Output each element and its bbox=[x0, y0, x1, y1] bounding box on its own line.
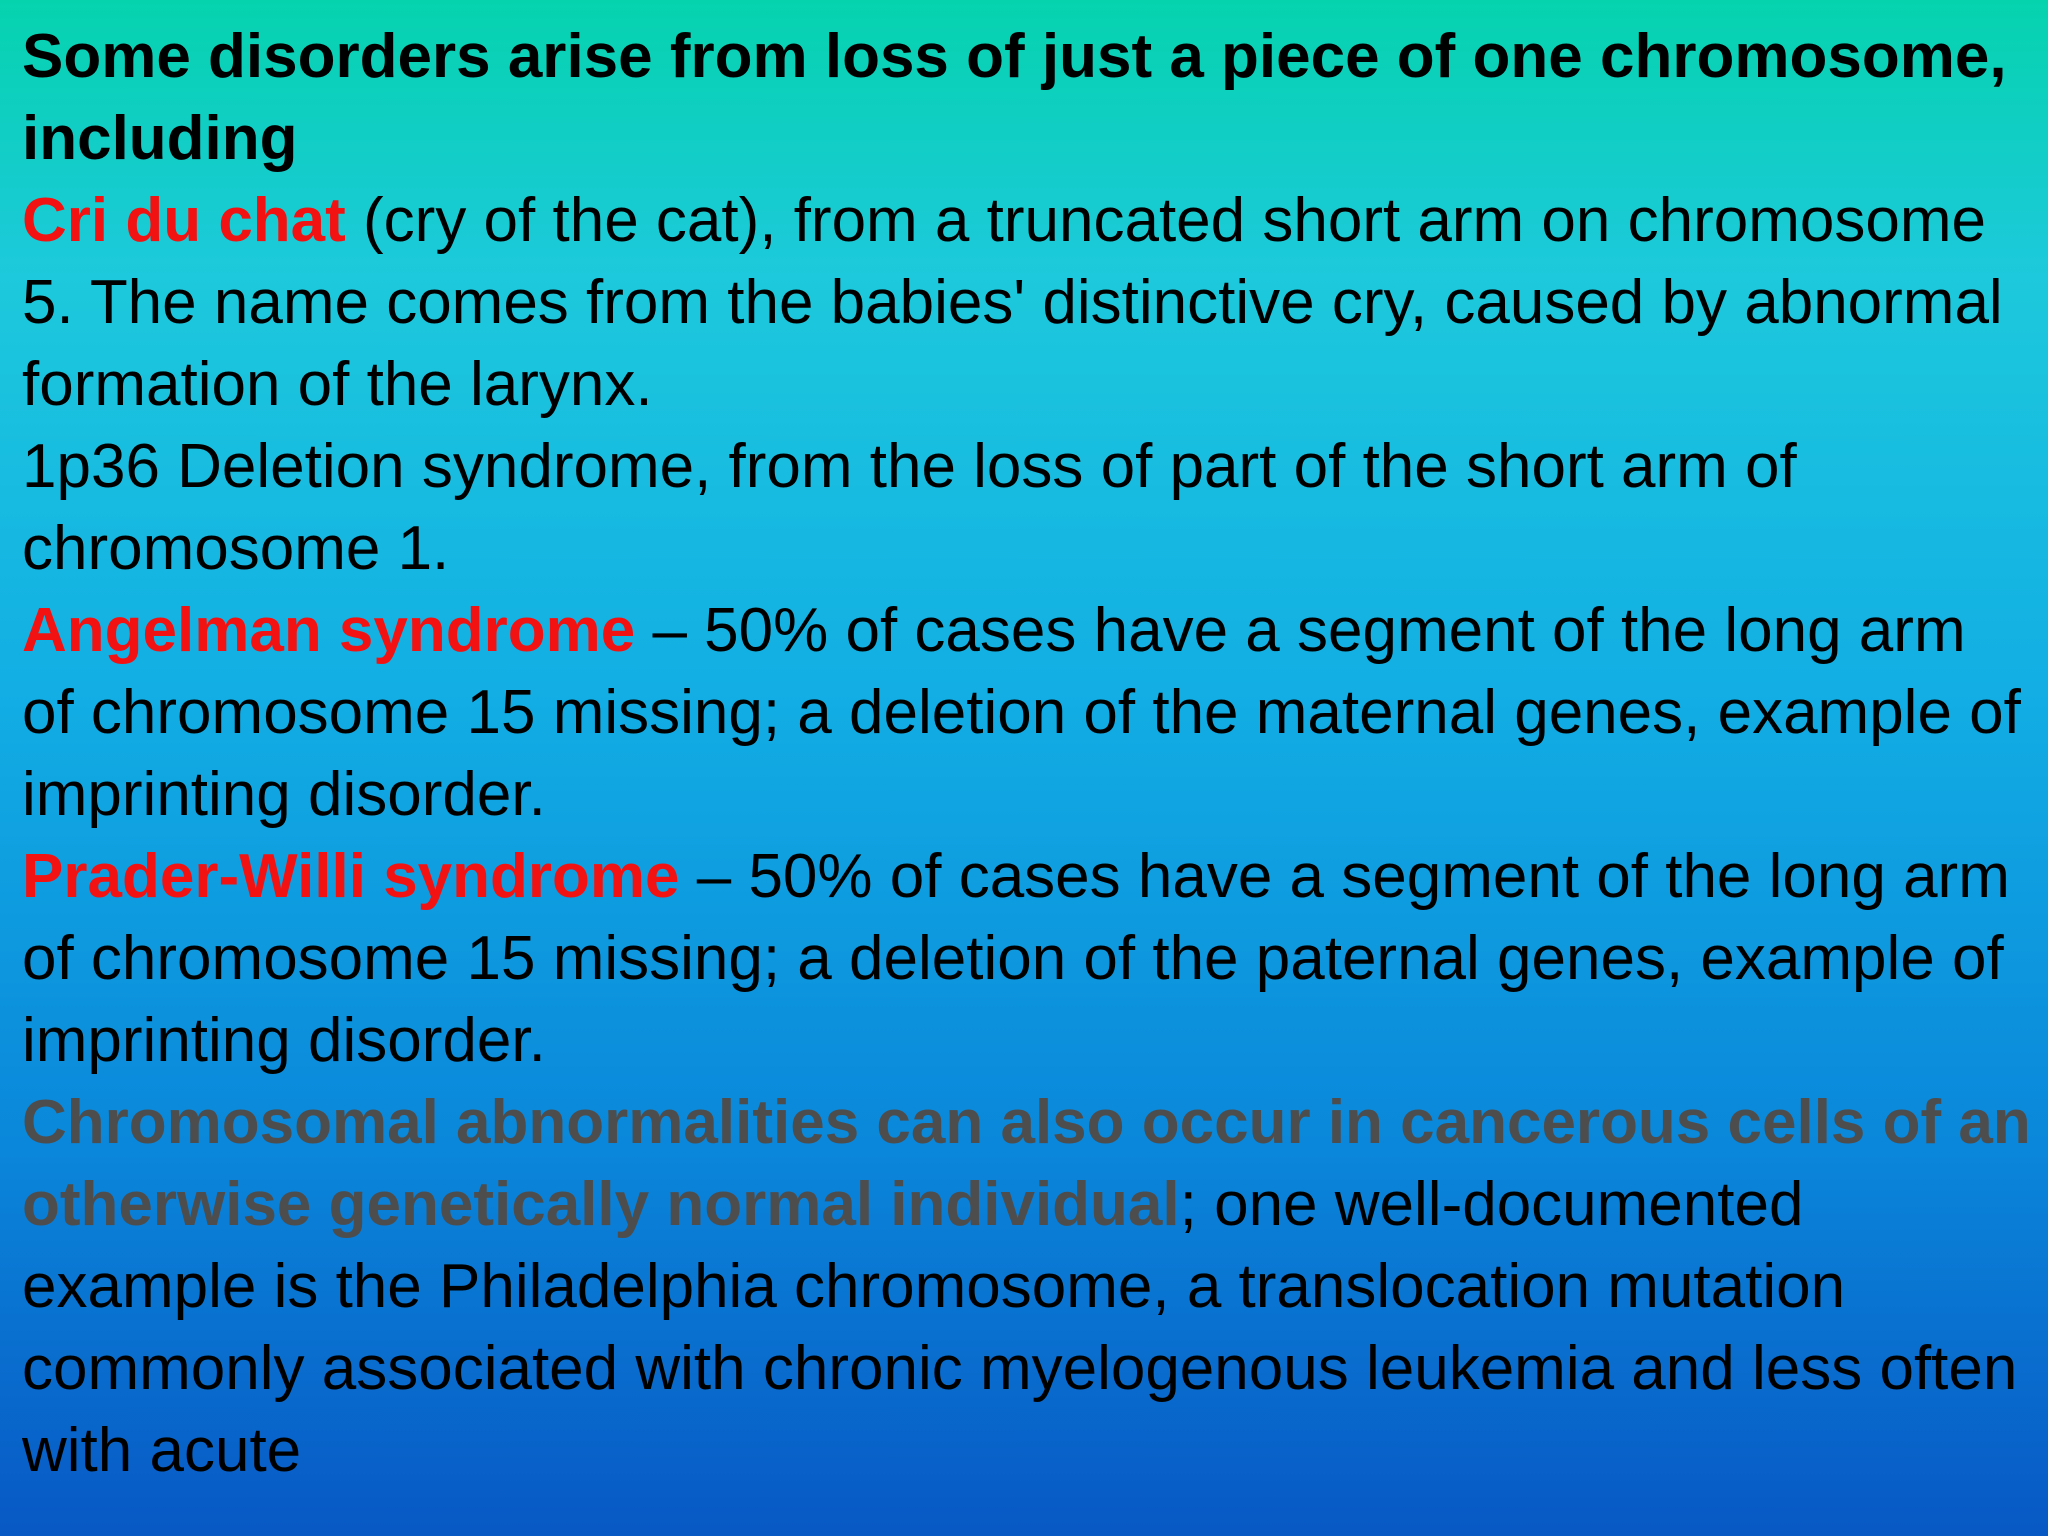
item-cri-du-chat-term: Cri du chat bbox=[22, 186, 346, 255]
item-1p36-deletion bbox=[22, 426, 2032, 590]
closing-highlight: Chromosomal abnormalities can also occur in cancerous cells of an otherwise genetically normal individual bbox=[22, 1088, 2031, 1239]
item-prader-willi-text: – 50% of cases have a segment of the long arm of chromosome 15 missing; a deletion of the paternal genes, example of imprinting disorder. bbox=[22, 842, 2010, 1075]
item-prader-willi bbox=[22, 836, 2032, 1082]
intro-heading: Some disorders arise from loss of just a piece of one chromosome, including bbox=[22, 22, 2007, 173]
item-cri-du-chat-text: (cry of the cat), from a truncated short arm on chromosome 5. The name comes from the babies' distinctive cry, caused by abnormal formation of the larynx. bbox=[22, 186, 2003, 419]
item-angelman-term: Angelman syndrome bbox=[22, 596, 636, 665]
item-prader-willi-term: Prader-Willi syndrome bbox=[22, 842, 680, 911]
item-angelman bbox=[22, 590, 2032, 836]
item-angelman-text: – 50% of cases have a segment of the long arm of chromosome 15 missing; a deletion of the maternal genes, example of imprinting disorder. bbox=[22, 596, 2021, 829]
item-cri-du-chat bbox=[22, 180, 2032, 426]
closing-text: ; one well-documented example is the Philadelphia chromosome, a translocation mutation commonly associated with chronic myelogenous leukemia and less often with acute bbox=[22, 1170, 2018, 1485]
closing-paragraph bbox=[22, 1082, 2032, 1492]
item-1p36-deletion-text: 1p36 Deletion syndrome, from the loss of part of the short arm of chromosome 1. bbox=[22, 432, 1797, 583]
slide-content bbox=[22, 16, 2032, 1516]
